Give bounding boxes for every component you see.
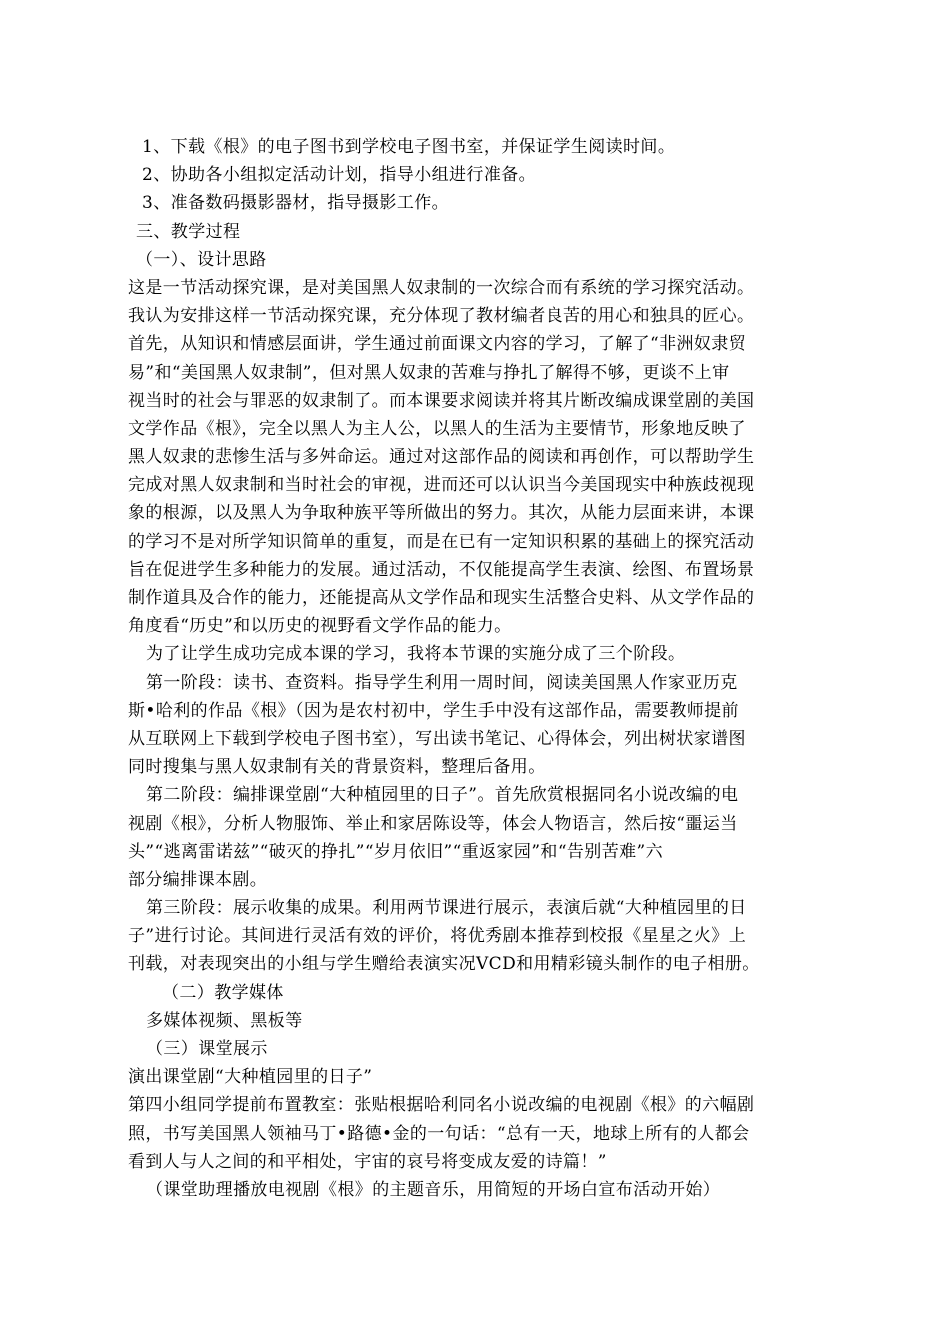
text-line: 首先，从知识和情感层面讲，学生通过前面课文内容的学习，了解了“非洲奴隶贸 [128, 334, 747, 355]
text-line: 2、协助各小组拟定活动计划，指导小组进行准备。 [142, 165, 537, 186]
text-line: 易”和“美国黑人奴隶制”，但对黑人奴隶的苦难与挣扎了解得不够，更谈不上审 [128, 362, 730, 383]
text-line: 第二阶段：编排课堂剧“大种植园里的日子”。首先欣赏根据同名小说改编的电 [146, 785, 739, 806]
text-line: 从互联网上下载到学校电子图书室），写出读书笔记、心得体会，列出树状家谱图 [128, 728, 746, 749]
text-line: 象的根源，以及黑人为争取种族平等所做出的努力。其次，从能力层面来讲，本课 [128, 503, 755, 524]
text-line: 视当时的社会与罪恶的奴隶制了。而本课要求阅读并将其片断改编成课堂剧的美国 [128, 390, 755, 411]
text-line: 看到人与人之间的和平相处，宇宙的哀号将变成友爱的诗篇！” [128, 1151, 607, 1172]
text-line: 部分编排课本剧。 [128, 869, 268, 890]
text-line: 多媒体视频、黑板等 [146, 1010, 303, 1031]
document-page [128, 133, 828, 1204]
text-line: （二）教学媒体 [162, 982, 284, 1003]
text-line: 完成对黑人奴隶制和当时社会的审视，进而还可以认识当今美国现实中种族歧视现 [128, 475, 755, 496]
text-line: 视剧《根》，分析人物服饰、举止和家居陈设等，体会人物语言，然后按“噩运当 [128, 813, 738, 834]
text-line: 头”“逃离雷诺兹”“破灭的挣扎”“岁月依旧”“重返家园”和“告别苦难”六 [128, 841, 663, 862]
text-line: 旨在促进学生多种能力的发展。通过活动，不仅能提高学生表演、绘图、布置场景 [128, 559, 755, 580]
text-line: （一）、设计思路 [136, 249, 267, 270]
text-line: 的学习不是对所学知识简单的重复，而是在已有一定知识积累的基础上的探究活动 [128, 531, 755, 552]
text-line: 刊载，对表现突出的小组与学生赠给表演实况VCD和用精彩镜头制作的电子相册。 [128, 954, 760, 975]
text-line: （课堂助理播放电视剧《根》的主题音乐，用简短的开场白宣布活动开始） [146, 1179, 721, 1200]
text-line: 子”进行讨论。其间进行灵活有效的评价，将优秀剧本推荐到校报《星星之火》上 [128, 926, 747, 947]
text-line: 1、下载《根》的电子图书到学校电子图书室，并保证学生阅读时间。 [142, 137, 676, 157]
text-line: 三、教学过程 [136, 221, 241, 242]
text-line: 同时搜集与黑人奴隶制有关的背景资料，整理后备用。 [128, 757, 546, 778]
text-line: 这是一节活动探究课，是对美国黑人奴隶制的一次综合而有系统的学习探究活动。 [128, 277, 755, 298]
text-line: 照，书写美国黑人领袖马丁•路德•金的一句话：“总有一天，地球上所有的人都会 [128, 1123, 750, 1144]
text-line: 演出课堂剧“大种植园里的日子” [128, 1067, 373, 1088]
text-line: 第三阶段：展示收集的成果。利用两节课进行展示，表演后就“大种植园里的日 [146, 898, 747, 919]
text-line: 我认为安排这样一节活动探究课，充分体现了教材编者良苦的用心和独具的匠心。 [128, 306, 755, 327]
text-line: 第四小组同学提前布置教室：张贴根据哈利同名小说改编的电视剧《根》的六幅剧 [128, 1095, 755, 1116]
text-line: （三）课堂展示 [146, 1039, 268, 1059]
text-line: 为了让学生成功完成本课的学习，我将本节课的实施分成了三个阶段。 [146, 644, 686, 665]
text-line: 角度看“历史”和以历史的视野看文学作品的能力。 [128, 616, 512, 637]
text-line: 制作道具及合作的能力，还能提高从文学作品和现实生活整合史料、从文学作品的 [128, 588, 755, 608]
text-line: 第一阶段：读书、查资料。指导学生利用一周时间，阅读美国黑人作家亚历克 [146, 672, 738, 693]
text-line: 黑人奴隶的悲惨生活与多舛命运。通过对这部作品的阅读和再创作，可以帮助学生 [128, 447, 755, 468]
text-line: 斯•哈利的作品《根》（因为是农村初中，学生手中没有这部作品，需要教师提前 [128, 700, 739, 721]
text-line: 文学作品《根》，完全以黑人为主人公，以黑人的生活为主要情节，形象地反映了 [128, 418, 746, 439]
text-line: 3、准备数码摄影器材，指导摄影工作。 [142, 193, 450, 214]
